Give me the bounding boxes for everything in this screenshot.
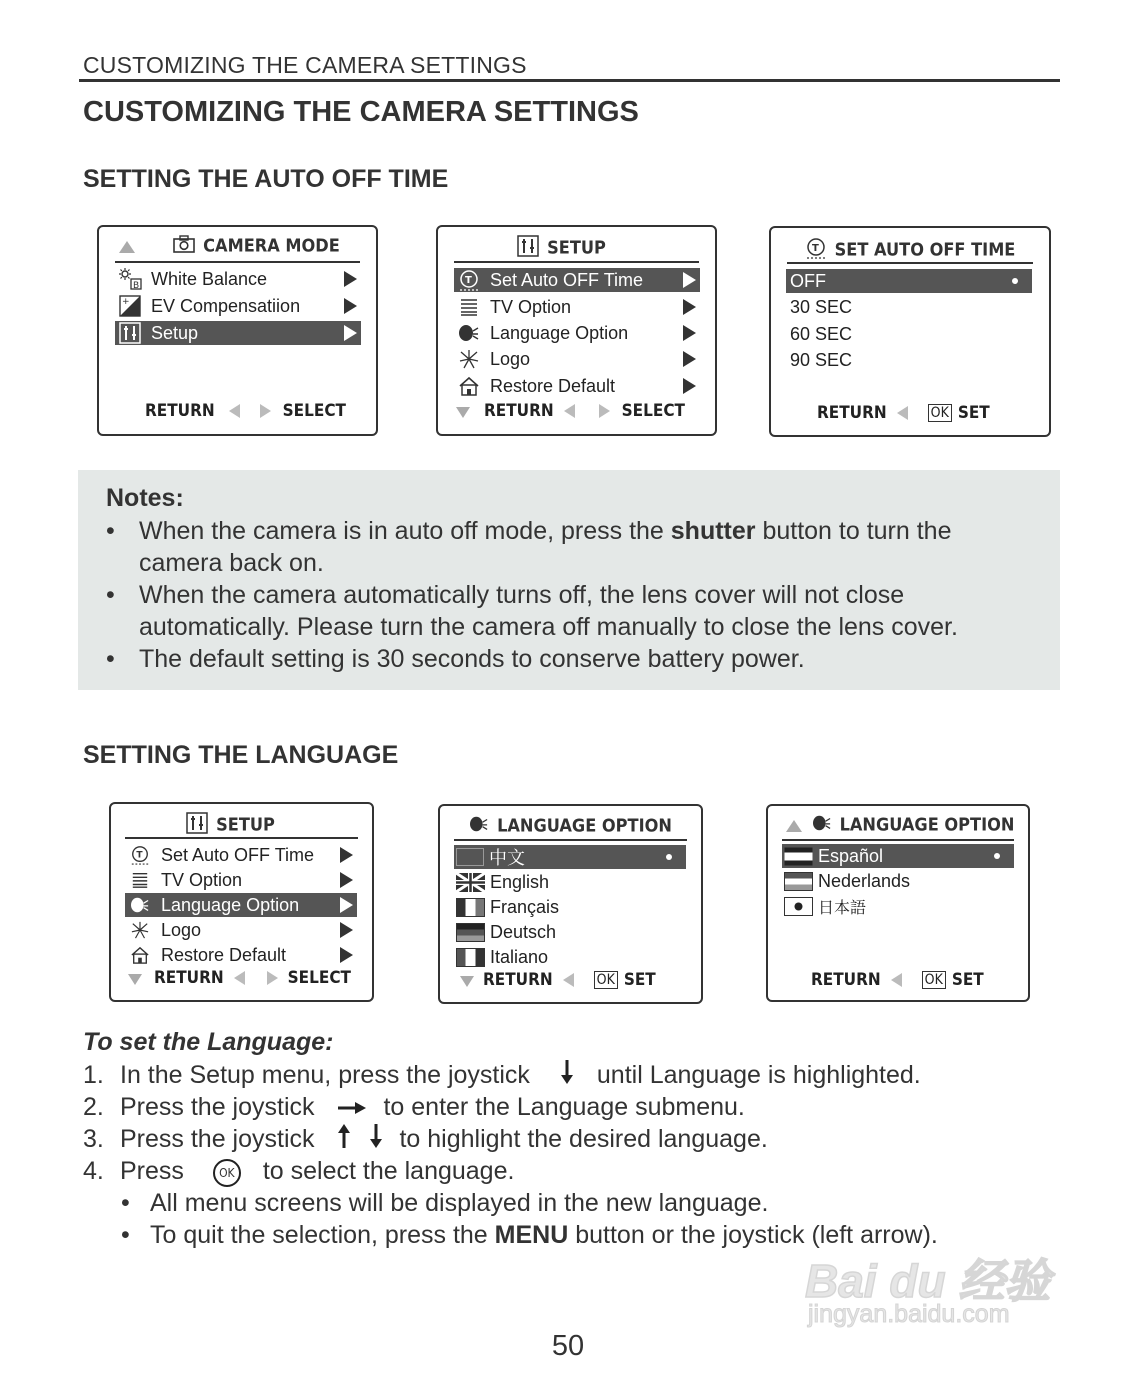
menu-item-ev-compensation[interactable]: + EV Compensatiion xyxy=(115,294,361,318)
option-90-sec[interactable]: 90 SEC xyxy=(790,349,853,370)
setup-tools-icon xyxy=(186,812,208,839)
notes-title: Notes: xyxy=(106,484,184,512)
option-off[interactable]: OFF xyxy=(786,269,1032,293)
note-2: • When the camera automatically turns off, the lens cover will not close automatically. Please turn the camera off manually to close the lens cover. xyxy=(106,581,958,641)
language-head-icon xyxy=(469,815,489,838)
note-3: • The default setting is 30 seconds to conserve battery power. xyxy=(106,645,805,673)
menu-item-tv-option[interactable]: TV Option xyxy=(125,868,357,892)
menu-item-set-auto-off[interactable]: T Set Auto OFF Time xyxy=(125,843,357,867)
tv-lines-icon xyxy=(127,871,153,889)
title-rule xyxy=(782,839,1014,841)
ev-compensation-icon xyxy=(117,295,143,317)
auto-off-time-screen xyxy=(769,226,1051,437)
china-flag-icon xyxy=(456,848,484,866)
joystick-down-icon xyxy=(537,1059,597,1093)
title-rule xyxy=(125,837,358,839)
germany-flag-icon xyxy=(456,923,485,942)
ok-icon: OK xyxy=(594,971,618,989)
menu-item-logo[interactable]: Logo xyxy=(454,347,700,371)
option-30-sec[interactable]: 30 SEC xyxy=(790,296,853,317)
baidu-watermark: Bai du 经验 xyxy=(805,1255,1051,1307)
screen-title: SETUP xyxy=(547,237,606,259)
ok-button-icon: OK xyxy=(191,1153,263,1187)
step-4: 4. Press OK to select the language. xyxy=(83,1155,514,1187)
screen-footer: RETURN OK SET xyxy=(817,403,990,423)
chevron-right-icon xyxy=(340,947,353,963)
chevron-right-icon xyxy=(340,897,353,913)
language-heading: SETTING THE LANGUAGE xyxy=(83,741,399,769)
step-1: 1. In the Setup menu, press the joystick until Language is highlighted. xyxy=(83,1059,921,1091)
spain-flag-icon xyxy=(784,847,813,866)
right-arrow-icon xyxy=(260,404,271,418)
chevron-right-icon xyxy=(340,922,353,938)
chevron-right-icon xyxy=(683,299,696,315)
screen-footer: RETURN OK SET xyxy=(483,970,656,990)
scroll-down-icon xyxy=(460,976,474,987)
italy-flag-icon xyxy=(456,948,485,967)
sub-bullet-1: • All menu screens will be displayed in the new language. xyxy=(121,1189,769,1217)
title-rule xyxy=(454,261,699,263)
screen-footer: RETURN SELECT xyxy=(484,401,685,421)
sub-bullet-2: • To quit the selection, press the MENU button or the joystick (left arrow). xyxy=(121,1221,938,1249)
screen-title: CAMERA MODE xyxy=(203,235,340,257)
screen-title: LANGUAGE OPTION xyxy=(839,814,1015,836)
note-1: • When the camera is in auto off mode, press the shutter button to turn the camera back on. xyxy=(106,517,952,577)
chevron-right-icon xyxy=(340,847,353,863)
title-rule xyxy=(787,262,1033,264)
option-60-sec[interactable]: 60 SEC xyxy=(790,323,853,344)
camera-icon xyxy=(173,235,195,258)
screen-title: SET AUTO OFF TIME xyxy=(834,239,1016,261)
left-arrow-icon xyxy=(229,404,240,418)
right-arrow-icon xyxy=(599,404,610,418)
setup-screen xyxy=(436,225,717,436)
home-icon xyxy=(456,376,482,396)
setup-screen-lang xyxy=(109,802,374,1002)
left-arrow-icon xyxy=(897,406,908,420)
language-item-french[interactable]: Français xyxy=(454,895,686,919)
japan-flag-icon xyxy=(784,897,813,916)
svg-text:B: B xyxy=(133,281,140,290)
language-head-icon xyxy=(812,814,832,837)
screen-footer: RETURN SELECT xyxy=(154,968,351,988)
svg-text:T: T xyxy=(465,275,472,286)
title-rule xyxy=(115,261,360,263)
right-arrow-icon xyxy=(267,971,278,985)
language-item-dutch[interactable]: Nederlands xyxy=(782,869,1014,893)
ok-icon: OK xyxy=(928,404,952,422)
left-arrow-icon xyxy=(234,971,245,985)
chevron-right-icon xyxy=(683,378,696,394)
screen-footer: RETURN OK SET xyxy=(811,970,984,990)
menu-item-language-option[interactable]: Language Option xyxy=(454,321,700,345)
language-item-chinese[interactable]: 中文 xyxy=(454,845,686,869)
menu-item-set-auto-off[interactable]: T Set Auto OFF Time xyxy=(454,268,700,292)
uk-flag-icon xyxy=(456,873,485,892)
language-option-screen-2 xyxy=(766,804,1030,1002)
menu-item-restore-default[interactable]: Restore Default xyxy=(454,374,700,398)
language-option-screen xyxy=(438,804,703,1004)
chevron-right-icon xyxy=(683,272,696,288)
menu-item-tv-option[interactable]: TV Option xyxy=(454,295,700,319)
chevron-right-icon xyxy=(683,325,696,341)
step-2: 2. Press the joystick to enter the Language submenu. xyxy=(83,1091,745,1123)
screen-footer: RETURN SELECT xyxy=(145,401,346,421)
setup-tools-icon xyxy=(117,322,143,344)
scroll-down-icon xyxy=(456,407,470,418)
menu-item-restore-default[interactable]: Restore Default xyxy=(125,943,357,967)
page-number: 50 xyxy=(551,1330,585,1362)
camera-mode-screen xyxy=(97,225,378,436)
logo-burst-icon xyxy=(456,349,482,369)
home-icon xyxy=(127,946,153,964)
running-header: CUSTOMIZING THE CAMERA SETTINGS xyxy=(83,52,527,78)
chevron-right-icon xyxy=(344,298,357,314)
language-head-icon xyxy=(127,896,153,914)
chevron-right-icon xyxy=(683,351,696,367)
chevron-right-icon xyxy=(344,271,357,287)
screen-title: SETUP xyxy=(216,814,275,836)
language-item-german[interactable]: Deutsch xyxy=(454,920,686,944)
timer-icon xyxy=(805,237,827,264)
selected-dot-icon xyxy=(1012,278,1018,284)
language-item-english[interactable]: English xyxy=(454,870,686,894)
auto-off-heading: SETTING THE AUTO OFF TIME xyxy=(83,165,449,193)
timer-icon xyxy=(456,269,482,291)
language-item-spanish[interactable]: Español xyxy=(782,844,1014,868)
page-title: CUSTOMIZING THE CAMERA SETTINGS xyxy=(83,96,639,128)
screen-title: LANGUAGE OPTION xyxy=(497,815,672,837)
selected-dot-icon xyxy=(666,854,672,860)
howto-title: To set the Language: xyxy=(83,1028,334,1056)
menu-item-language-option[interactable]: Language Option xyxy=(125,893,357,917)
joystick-right-icon xyxy=(321,1092,383,1124)
timer-icon xyxy=(127,845,153,865)
language-head-icon xyxy=(456,323,482,343)
france-flag-icon xyxy=(456,898,485,917)
menu-item-setup[interactable]: Setup xyxy=(115,321,361,345)
white-balance-icon xyxy=(117,268,143,290)
left-arrow-icon xyxy=(891,973,902,987)
setup-tools-icon xyxy=(517,235,539,262)
svg-text:T: T xyxy=(811,243,819,254)
scroll-down-icon xyxy=(128,974,142,985)
svg-text:+: + xyxy=(122,297,130,307)
joystick-up-down-icon xyxy=(321,1123,399,1157)
language-item-japanese[interactable]: 日本語 xyxy=(782,894,1014,918)
logo-burst-icon xyxy=(127,921,153,939)
language-item-italian[interactable]: Italiano xyxy=(454,945,686,969)
ok-icon: OK xyxy=(922,971,946,989)
title-rule xyxy=(454,839,687,841)
left-arrow-icon xyxy=(564,404,575,418)
step-3: 3. Press the joystick to highlight the desired language. xyxy=(83,1123,768,1155)
tv-lines-icon xyxy=(456,297,482,317)
left-arrow-icon xyxy=(563,973,574,987)
baidu-watermark-url: jingyan.baidu.com xyxy=(808,1300,1010,1328)
svg-text:T: T xyxy=(136,850,143,861)
chevron-right-icon xyxy=(340,872,353,888)
netherlands-flag-icon xyxy=(784,872,813,891)
chevron-right-icon xyxy=(344,325,357,341)
selected-dot-icon xyxy=(994,853,1000,859)
menu-item-white-balance[interactable]: B White Balance xyxy=(115,267,361,291)
menu-item-logo[interactable]: Logo xyxy=(125,918,357,942)
header-rule xyxy=(79,79,1060,82)
